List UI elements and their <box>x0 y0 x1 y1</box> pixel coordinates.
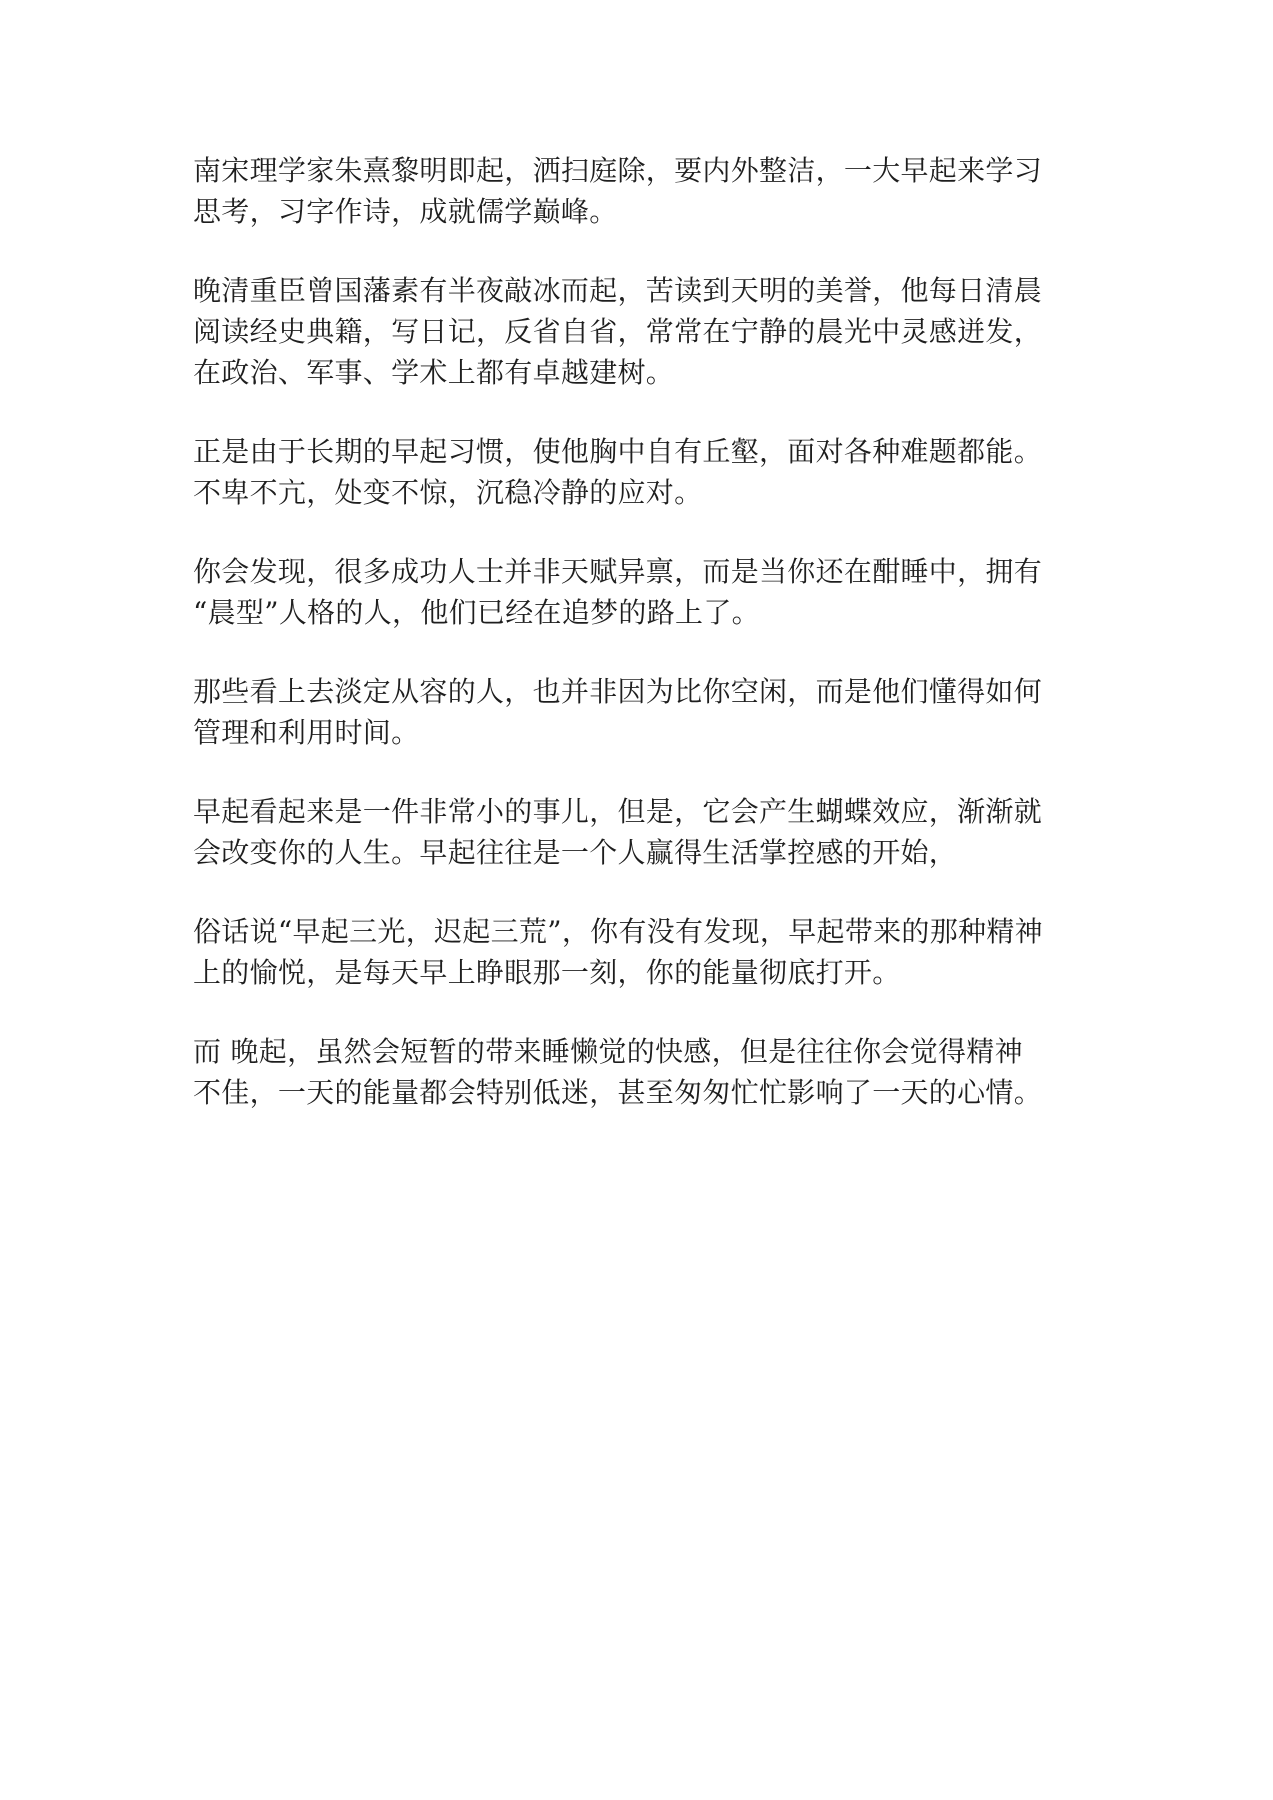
paragraph-line: 会改变你的人生。早起往往是一个人赢得生活掌控感的开始， <box>193 836 958 869</box>
document-body <box>193 150 1083 1151</box>
paragraph-line: 那些看上去淡定从容的人，也并非因为比你空闲，而是他们懂得如何 <box>193 675 1043 708</box>
paragraph-line: 思考，习字作诗，成就儒学巅峰。 <box>193 195 618 228</box>
paragraph-line: 阅读经史典籍，写日记，反省自省，常常在宁静的晨光中灵感迸发， <box>193 315 1043 348</box>
paragraph-line: 不卑不亢，处变不惊，沉稳冷静的应对。 <box>193 476 703 509</box>
paragraph-5 <box>193 671 1083 753</box>
paragraph-line: 早起看起来是一件非常小的事儿，但是，它会产生蝴蝶效应，渐渐就 <box>193 795 1043 828</box>
paragraph-2 <box>193 270 1083 393</box>
paragraph-line: 管理和利用时间。 <box>193 716 420 749</box>
paragraph-7 <box>193 911 1083 993</box>
paragraph-8 <box>193 1031 1083 1113</box>
paragraph-line: 而 晚起，虽然会短暂的带来睡懒觉的快感，但是往往你会觉得精神 <box>193 1035 1023 1068</box>
paragraph-1 <box>193 150 1083 232</box>
paragraph-line: 南宋理学家朱熹黎明即起，洒扫庭除，要内外整洁，一大早起来学习 <box>193 154 1043 187</box>
paragraph-line: 晚清重臣曾国藩素有半夜敲冰而起，苦读到天明的美誉，他每日清晨 <box>193 274 1043 307</box>
paragraph-3 <box>193 431 1083 513</box>
paragraph-line: 在政治、军事、学术上都有卓越建树。 <box>193 356 675 389</box>
paragraph-line: 上的愉悦，是每天早上睁眼那一刻，你的能量彻底打开。 <box>193 956 901 989</box>
paragraph-4 <box>193 551 1083 633</box>
paragraph-line: 不佳，一天的能量都会特别低迷，甚至匆匆忙忙影响了一天的心情。 <box>193 1076 1043 1109</box>
paragraph-line: “晨型”人格的人，他们已经在追梦的路上了。 <box>193 596 760 629</box>
paragraph-6 <box>193 791 1083 873</box>
paragraph-line: 你会发现，很多成功人士并非天赋异禀，而是当你还在酣睡中，拥有 <box>193 555 1043 588</box>
paragraph-line: 正是由于长期的早起习惯，使他胸中自有丘壑，面对各种难题都能。 <box>193 435 1043 468</box>
paragraph-line: 俗话说“早起三光，迟起三荒”，你有没有发现，早起带来的那种精神 <box>193 915 1043 948</box>
